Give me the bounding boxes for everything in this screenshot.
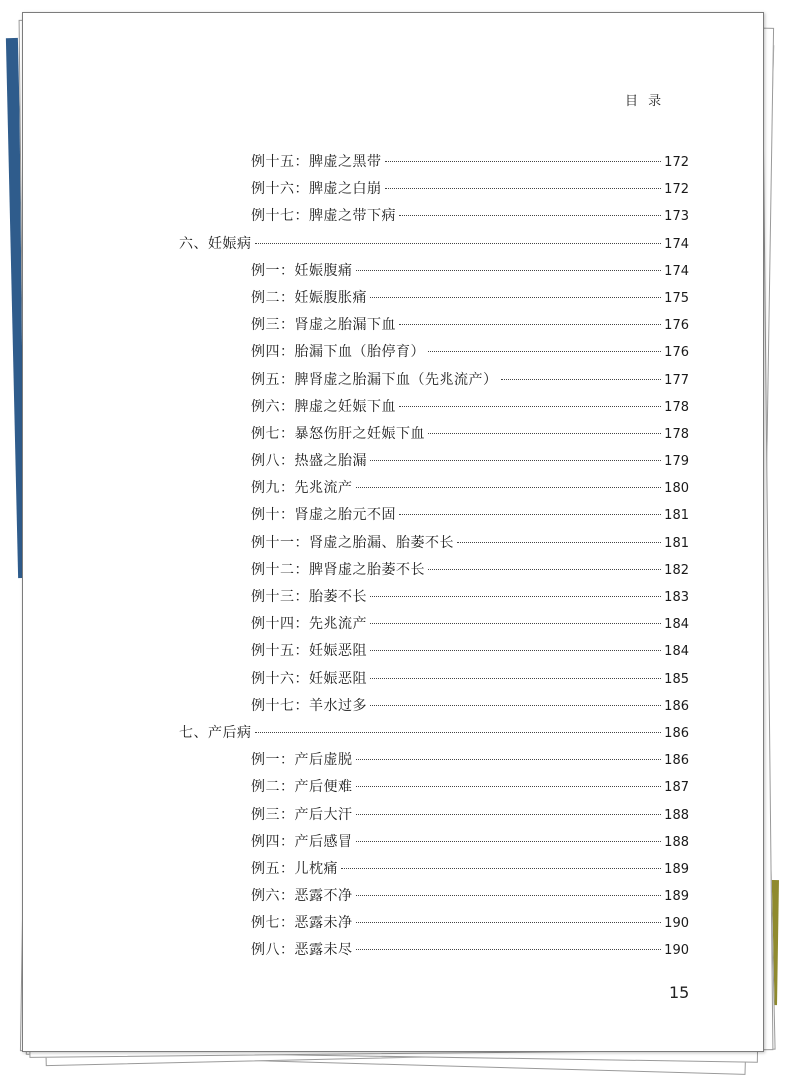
toc-entry-title: 例二：妊娠腹胀痛 — [251, 289, 367, 306]
toc-entry-page-number: 175 — [664, 290, 689, 306]
toc-case-entry[interactable] — [179, 638, 689, 665]
toc-entry-page-number: 172 — [664, 182, 689, 198]
toc-entry-line — [251, 584, 689, 611]
toc-entry-title: 例十三：胎萎不长 — [251, 589, 367, 605]
toc-case-entry[interactable] — [179, 747, 689, 774]
toc-case-entry[interactable] — [179, 421, 689, 448]
toc-entry-page-number: 173 — [664, 209, 689, 225]
toc-case-entry[interactable] — [179, 530, 689, 557]
toc-entry-page-number: 184 — [664, 617, 689, 633]
toc-entry-page-number: 174 — [664, 263, 689, 279]
toc-entry-title: 例四：胎漏下血（胎停育） — [251, 344, 425, 361]
toc-page — [22, 12, 764, 1052]
toc-case-entry[interactable] — [179, 829, 689, 856]
toc-case-entry[interactable] — [179, 448, 689, 475]
toc-entry-title: 例九：先兆流产 — [251, 480, 353, 497]
toc-entry-page-number: 181 — [664, 508, 689, 524]
toc-entry-title: 例一：妊娠腹痛 — [251, 262, 353, 279]
toc-case-entry[interactable] — [179, 312, 689, 339]
toc-entry-title: 例十七：羊水过多 — [251, 697, 367, 714]
toc-case-entry[interactable] — [179, 557, 689, 584]
table-of-contents — [179, 149, 689, 965]
dot-leader — [428, 569, 661, 570]
dot-leader — [356, 270, 662, 271]
dot-leader — [385, 161, 662, 162]
toc-entry-title: 例十五：脾虚之黑带 — [251, 154, 382, 170]
dot-leader — [255, 243, 662, 244]
toc-entry-line — [251, 937, 689, 964]
toc-entry-title: 例六：恶露不净 — [251, 888, 353, 905]
toc-entry-page-number: 174 — [664, 236, 689, 252]
dot-leader — [356, 895, 662, 896]
toc-entry-title: 七、产后病 — [179, 724, 252, 741]
toc-entry-page-number: 188 — [664, 834, 689, 850]
dot-leader — [385, 188, 662, 189]
toc-entry-title: 例七：暴怒伤肝之妊娠下血 — [251, 425, 425, 442]
toc-case-entry[interactable] — [179, 176, 689, 203]
toc-case-entry[interactable] — [179, 285, 689, 312]
toc-entry-line — [251, 856, 689, 883]
toc-entry-title: 例八：热盛之胎漏 — [251, 453, 367, 470]
toc-entry-line — [251, 475, 689, 502]
toc-entry-title: 例七：恶露未净 — [251, 915, 353, 932]
dot-leader — [341, 868, 661, 869]
toc-entry-page-number: 182 — [664, 562, 689, 578]
toc-case-entry[interactable] — [179, 693, 689, 720]
toc-entry-page-number: 189 — [664, 861, 689, 877]
toc-entry-line — [251, 530, 689, 557]
toc-case-entry[interactable] — [179, 666, 689, 693]
toc-entry-page-number: 186 — [664, 725, 689, 741]
toc-entry-page-number: 172 — [664, 155, 689, 170]
toc-entry-line — [251, 557, 689, 584]
toc-entry-line — [251, 312, 689, 339]
toc-entry-title: 例一：产后虚脱 — [251, 752, 353, 769]
toc-entry-page-number: 179 — [664, 454, 689, 470]
toc-entry-line — [251, 339, 689, 366]
dot-leader — [356, 786, 662, 787]
toc-case-entry[interactable] — [179, 856, 689, 883]
dot-leader — [356, 814, 662, 815]
toc-entry-title: 例二：产后便难 — [251, 779, 353, 796]
dot-leader — [501, 379, 662, 380]
dot-leader — [457, 542, 661, 543]
toc-entry-page-number: 178 — [664, 426, 689, 442]
toc-entry-title: 例五：儿枕痛 — [251, 860, 338, 877]
toc-entry-page-number: 180 — [664, 481, 689, 497]
dot-leader — [399, 215, 661, 216]
toc-entry-title: 例十七：脾虚之带下病 — [251, 208, 396, 225]
toc-entry-line — [251, 448, 689, 475]
toc-section-entry[interactable] — [179, 231, 689, 258]
running-head: 目 录 — [625, 94, 665, 109]
toc-entry-line — [251, 747, 689, 774]
toc-entry-line — [179, 231, 689, 258]
dot-leader — [370, 650, 661, 651]
toc-entry-page-number: 177 — [664, 372, 689, 388]
toc-entry-title: 例十二：脾肾虚之胎萎不长 — [251, 561, 425, 578]
toc-entry-page-number: 178 — [664, 399, 689, 415]
toc-entry-page-number: 188 — [664, 807, 689, 823]
dot-leader — [356, 841, 662, 842]
toc-entry-page-number: 176 — [664, 318, 689, 334]
toc-entry-title: 六、妊娠病 — [179, 235, 252, 252]
toc-case-entry[interactable] — [179, 611, 689, 638]
toc-entry-page-number: 187 — [664, 780, 689, 796]
toc-entry-title: 例十六：妊娠恶阻 — [251, 670, 367, 687]
toc-entry-title: 例五：脾肾虚之胎漏下血（先兆流产） — [251, 371, 498, 388]
toc-entry-line — [251, 285, 689, 312]
toc-case-entry[interactable] — [179, 203, 689, 230]
toc-case-entry[interactable] — [179, 910, 689, 937]
toc-entry-title: 例四：产后感冒 — [251, 833, 353, 850]
toc-entry-page-number: 190 — [664, 943, 689, 959]
page-number: 15 — [669, 983, 690, 1002]
dot-leader — [370, 460, 661, 461]
dot-leader — [399, 514, 661, 515]
toc-entry-title: 例十一：肾虚之胎漏、胎萎不长 — [251, 534, 454, 551]
toc-entry-line — [251, 203, 689, 230]
toc-entry-page-number: 181 — [664, 535, 689, 551]
toc-entry-line — [251, 802, 689, 829]
toc-case-entry[interactable] — [179, 802, 689, 829]
toc-case-entry[interactable] — [179, 774, 689, 801]
dot-leader — [255, 732, 662, 733]
toc-entry-line — [251, 502, 689, 529]
dot-leader — [356, 759, 662, 760]
toc-case-entry[interactable] — [179, 584, 689, 611]
toc-entry-line — [251, 367, 689, 394]
toc-entry-page-number: 184 — [664, 644, 689, 660]
dot-leader — [399, 324, 661, 325]
toc-entry-page-number: 190 — [664, 916, 689, 932]
toc-case-entry[interactable] — [179, 339, 689, 366]
toc-entry-title: 例六：脾虚之妊娠下血 — [251, 398, 396, 415]
toc-case-entry[interactable] — [179, 394, 689, 421]
dot-leader — [399, 406, 661, 407]
dot-leader — [356, 487, 662, 488]
toc-entry-page-number: 183 — [664, 590, 689, 605]
toc-entry-line — [251, 774, 689, 801]
toc-entry-line — [251, 421, 689, 448]
toc-entry-line — [251, 638, 689, 665]
toc-entry-line — [251, 258, 689, 285]
toc-entry-line — [251, 394, 689, 421]
toc-case-entry[interactable] — [179, 502, 689, 529]
toc-entry-title: 例十五：妊娠恶阻 — [251, 643, 367, 660]
dot-leader — [370, 678, 661, 679]
dot-leader — [370, 596, 661, 597]
toc-entry-line — [251, 829, 689, 856]
toc-entry-title: 例十六：脾虚之白崩 — [251, 181, 382, 198]
dot-leader — [428, 433, 661, 434]
toc-entry-line — [251, 611, 689, 638]
toc-entry-title: 例八：恶露未尽 — [251, 942, 353, 959]
toc-case-entry[interactable] — [179, 367, 689, 394]
toc-entry-page-number: 186 — [664, 753, 689, 769]
toc-entry-title: 例三：产后大汗 — [251, 806, 353, 823]
toc-entry-line — [251, 693, 689, 720]
toc-case-entry[interactable] — [179, 883, 689, 910]
toc-entry-line — [251, 176, 689, 203]
toc-entry-line — [251, 883, 689, 910]
toc-case-entry[interactable] — [179, 937, 689, 964]
toc-entry-page-number: 185 — [664, 671, 689, 687]
toc-entry-line — [251, 149, 689, 176]
toc-case-entry[interactable] — [179, 149, 689, 176]
dot-leader — [370, 705, 661, 706]
toc-entry-page-number: 189 — [664, 889, 689, 905]
dot-leader — [428, 351, 661, 352]
toc-entry-line — [251, 666, 689, 693]
toc-entry-line — [251, 910, 689, 937]
dot-leader — [370, 297, 661, 298]
toc-entry-title: 例三：肾虚之胎漏下血 — [251, 317, 396, 334]
toc-entry-title: 例十：肾虚之胎元不固 — [251, 507, 396, 524]
toc-entry-page-number: 176 — [664, 345, 689, 361]
toc-entry-page-number: 186 — [664, 698, 689, 714]
toc-entry-line — [179, 720, 689, 747]
toc-case-entry[interactable] — [179, 258, 689, 285]
toc-section-entry[interactable] — [179, 720, 689, 747]
dot-leader — [356, 949, 662, 950]
dot-leader — [356, 922, 662, 923]
toc-case-entry[interactable] — [179, 475, 689, 502]
dot-leader — [370, 623, 661, 624]
toc-entry-title: 例十四：先兆流产 — [251, 616, 367, 633]
